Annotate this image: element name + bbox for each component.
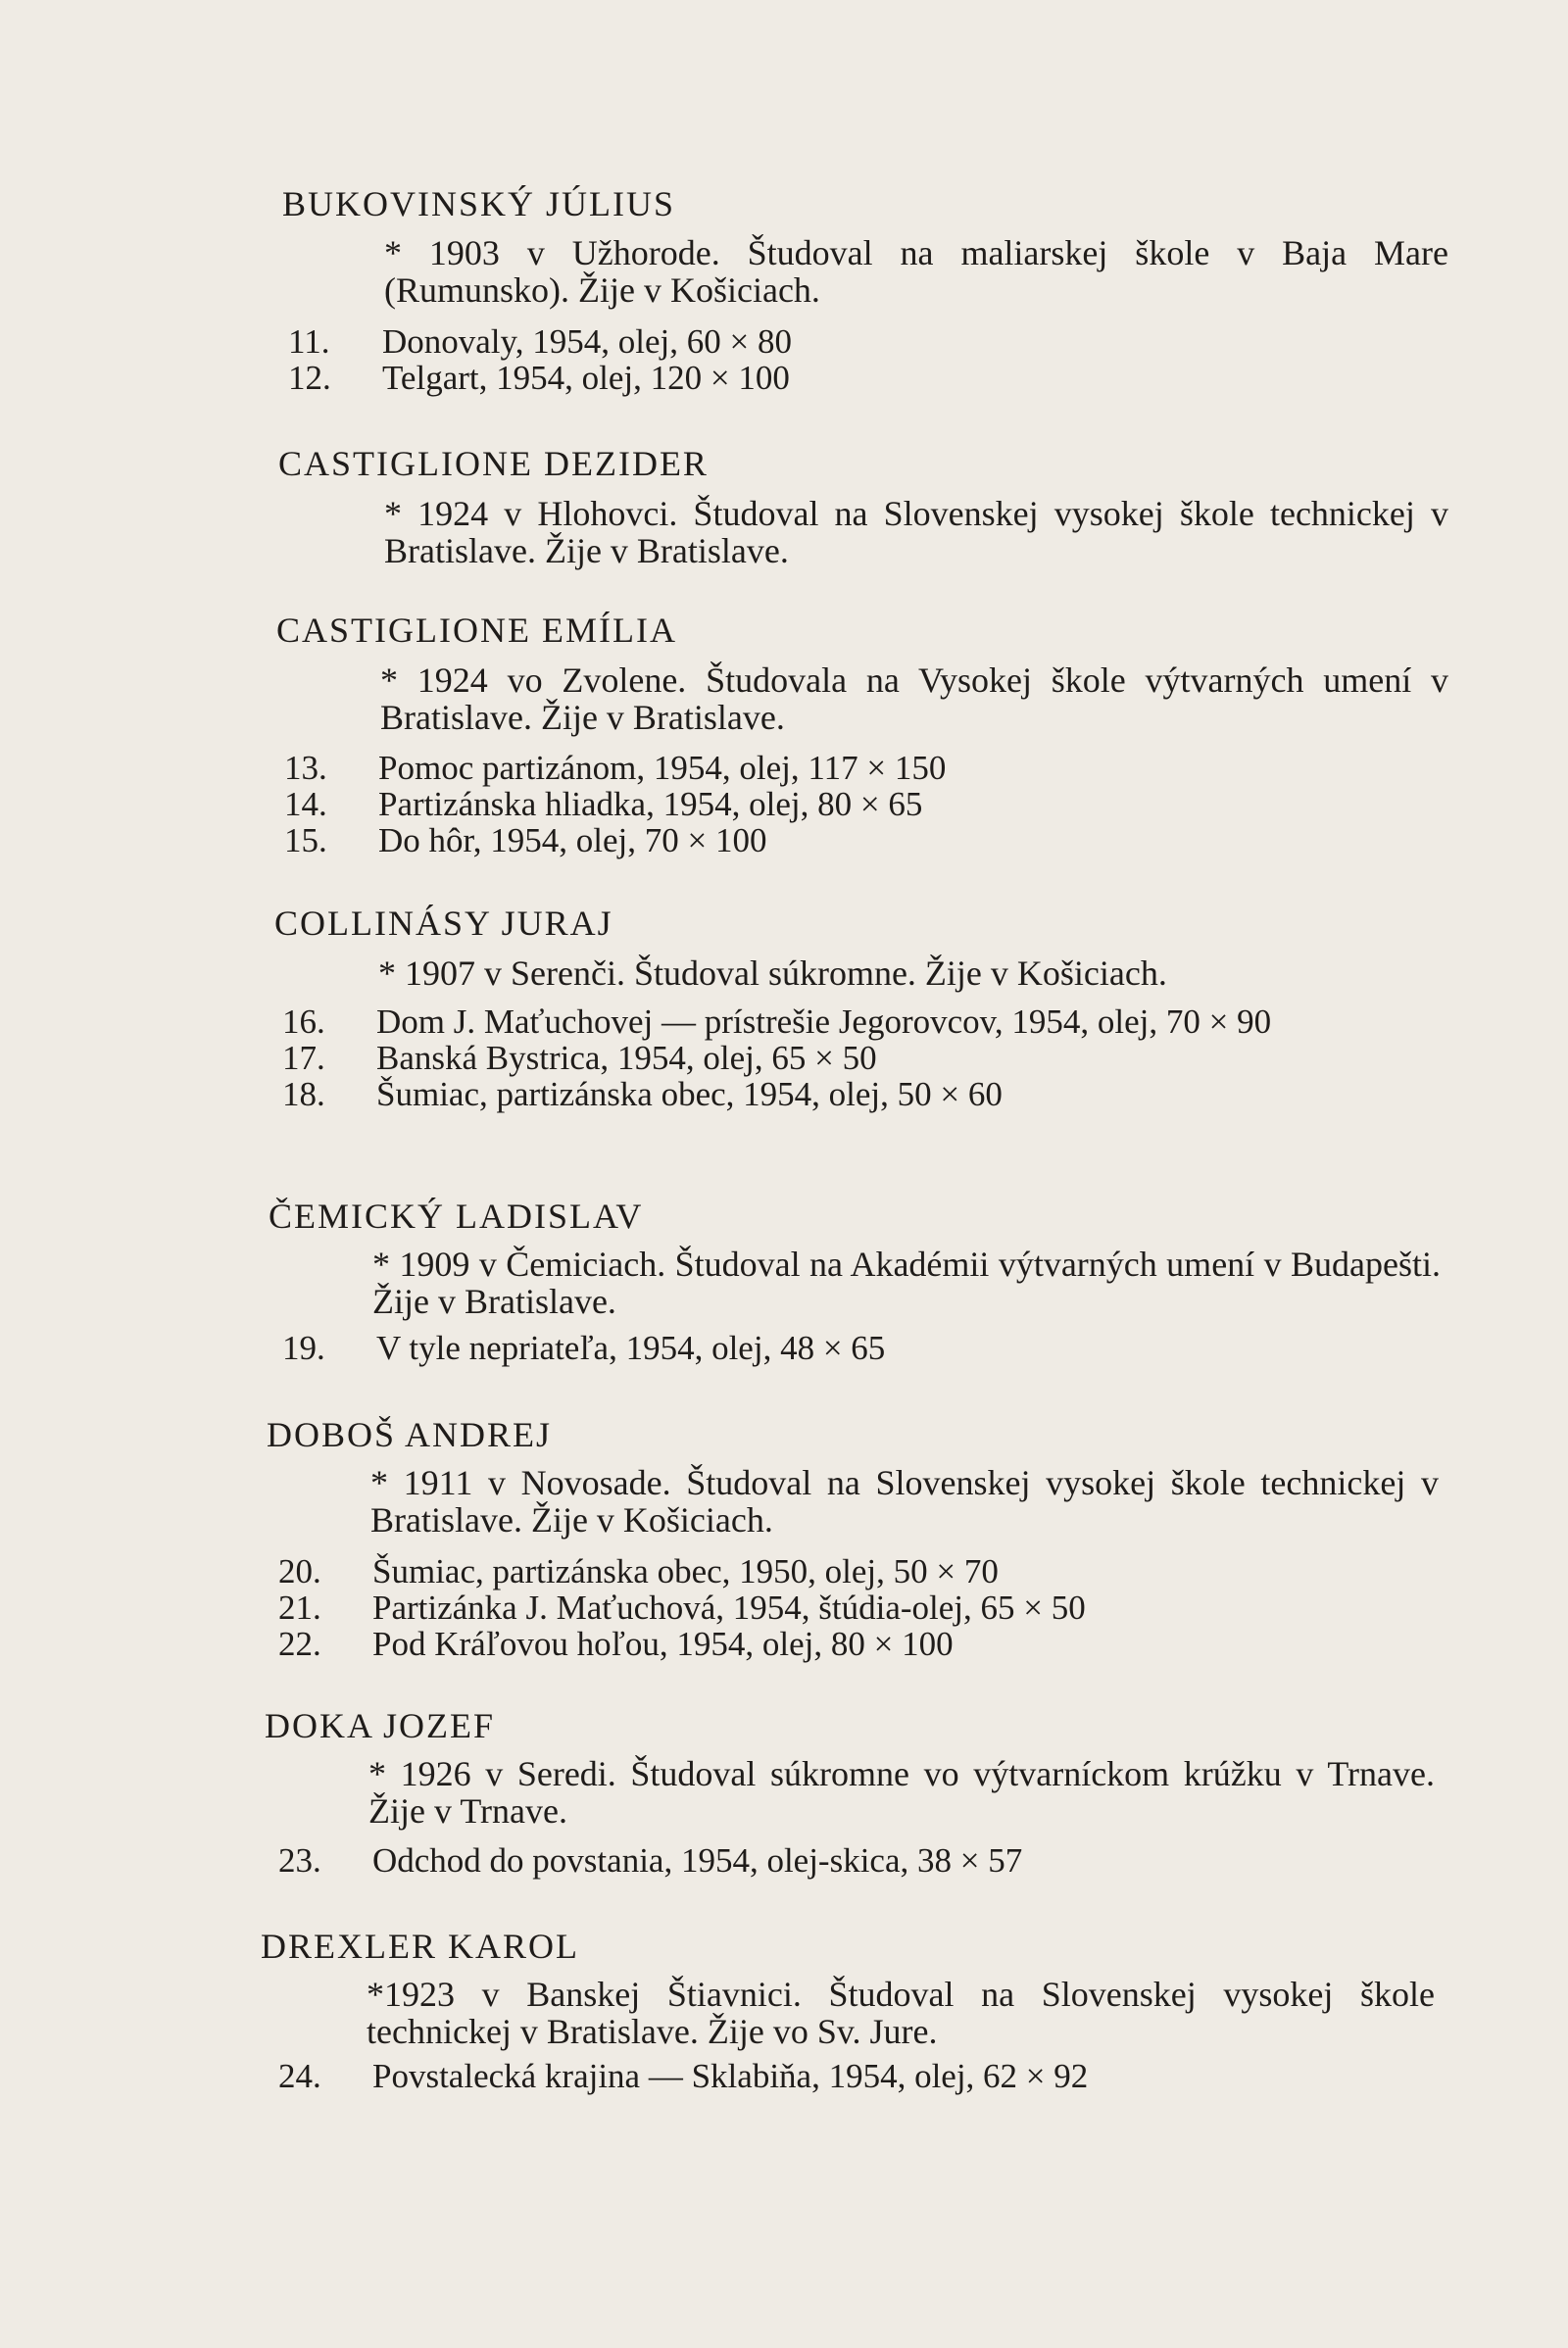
work-title: Partizánka J. Maťuchová, 1954, štúdia-olej, 65 × 50	[372, 1589, 1086, 1627]
work-title: Povstalecká krajina — Sklabiňa, 1954, olej, 62 × 92	[372, 2057, 1089, 2095]
work-item	[288, 323, 1448, 360]
work-title: Pod Kráľovou hoľou, 1954, olej, 80 × 100	[372, 1625, 954, 1663]
work-title: Partizánska hliadka, 1954, olej, 80 × 65	[378, 785, 923, 823]
artist-bio: * 1903 v Užhorode. Študoval na maliarskej škole v Baja Mare (Rumunsko). Žije v Košiciach.	[384, 233, 1448, 310]
work-number: 20.	[278, 1552, 321, 1590]
artist-bio: * 1924 v Hlohovci. Študoval na Slovenskej vysokej škole technickej v Bratislave. Žije v Bratislave.	[384, 494, 1448, 570]
work-item	[282, 1040, 1441, 1076]
artist-bio: * 1907 v Serenči. Študoval súkromne. Žije v Košiciach.	[378, 954, 1167, 993]
artist-name: DREXLER KAROL	[261, 1927, 579, 1966]
work-title: Šumiac, partizánska obec, 1954, olej, 50 × 60	[376, 1075, 1003, 1113]
artist-name: CASTIGLIONE DEZIDER	[278, 444, 709, 483]
work-number: 12.	[288, 359, 331, 397]
artist-bio: * 1926 v Seredi. Študoval súkromne vo výtvarníckom krúžku v Trnave. Žije v Trnave.	[368, 1754, 1435, 1831]
work-title: Banská Bystrica, 1954, olej, 65 × 50	[376, 1039, 877, 1077]
work-number: 16.	[282, 1003, 325, 1041]
work-number: 22.	[278, 1625, 321, 1663]
works-list	[282, 1003, 1441, 1112]
artist-name: ČEMICKÝ LADISLAV	[269, 1197, 644, 1236]
works-list	[284, 750, 1441, 858]
work-title: Pomoc partizánom, 1954, olej, 117 × 150	[378, 749, 947, 787]
work-number: 23.	[278, 1841, 321, 1880]
work-number: 19.	[282, 1329, 325, 1367]
work-item	[278, 1590, 1435, 1626]
artist-bio: * 1911 v Novosade. Študoval na Slovenskej vysokej škole technickej v Bratislave. Žije v Košiciach.	[370, 1463, 1439, 1540]
work-item	[284, 786, 1441, 822]
work-item	[278, 1842, 1435, 1879]
work-title: Telgart, 1954, olej, 120 × 100	[382, 359, 790, 397]
work-item	[282, 1003, 1441, 1040]
work-title: V tyle nepriateľa, 1954, olej, 48 × 65	[376, 1329, 886, 1367]
work-item	[282, 1330, 1441, 1366]
work-title: Odchod do povstania, 1954, olej-skica, 38 × 57	[372, 1841, 1023, 1880]
work-item	[278, 1626, 1435, 1662]
work-item	[284, 822, 1441, 858]
work-number: 14.	[284, 785, 327, 823]
work-item	[284, 750, 1441, 786]
artist-bio: *1923 v Banskej Štiavnici. Študoval na Slovenskej vysokej škole technickej v Bratislave. Žije vo Sv. Jure.	[367, 1975, 1435, 2051]
works-list	[278, 1553, 1435, 1662]
work-title: Do hôr, 1954, olej, 70 × 100	[378, 821, 767, 859]
artist-bio: * 1909 v Čemiciach. Študoval na Akadémii výtvarných umení v Budapešti. Žije v Bratislave.	[372, 1245, 1441, 1321]
work-number: 13.	[284, 749, 327, 787]
artist-name: DOKA JOZEF	[265, 1706, 496, 1745]
work-title: Dom J. Maťuchovej — prístrešie Jegorovcov, 1954, olej, 70 × 90	[376, 1003, 1272, 1041]
work-number: 11.	[288, 322, 330, 361]
work-number: 24.	[278, 2057, 321, 2095]
work-item	[288, 360, 1448, 396]
artist-name: BUKOVINSKÝ JÚLIUS	[282, 184, 676, 223]
artist-name: DOBOŠ ANDREJ	[267, 1415, 553, 1454]
work-item	[278, 1553, 1435, 1590]
work-number: 21.	[278, 1589, 321, 1627]
work-item	[282, 1076, 1441, 1112]
work-title: Šumiac, partizánska obec, 1950, olej, 50 × 70	[372, 1552, 999, 1590]
work-number: 17.	[282, 1039, 325, 1077]
work-number: 18.	[282, 1075, 325, 1113]
works-list	[282, 1330, 1441, 1366]
artist-bio: * 1924 vo Zvolene. Študovala na Vysokej škole výtvarných umení v Bratislave. Žije v Bratislave.	[380, 660, 1448, 737]
work-title: Donovaly, 1954, olej, 60 × 80	[382, 322, 792, 361]
work-number: 15.	[284, 821, 327, 859]
works-list	[288, 323, 1448, 396]
works-list	[278, 2058, 1435, 2094]
artist-name: COLLINÁSY JURAJ	[274, 904, 613, 943]
works-list	[278, 1842, 1435, 1879]
work-item	[278, 2058, 1435, 2094]
artist-name: CASTIGLIONE EMÍLIA	[276, 611, 677, 650]
